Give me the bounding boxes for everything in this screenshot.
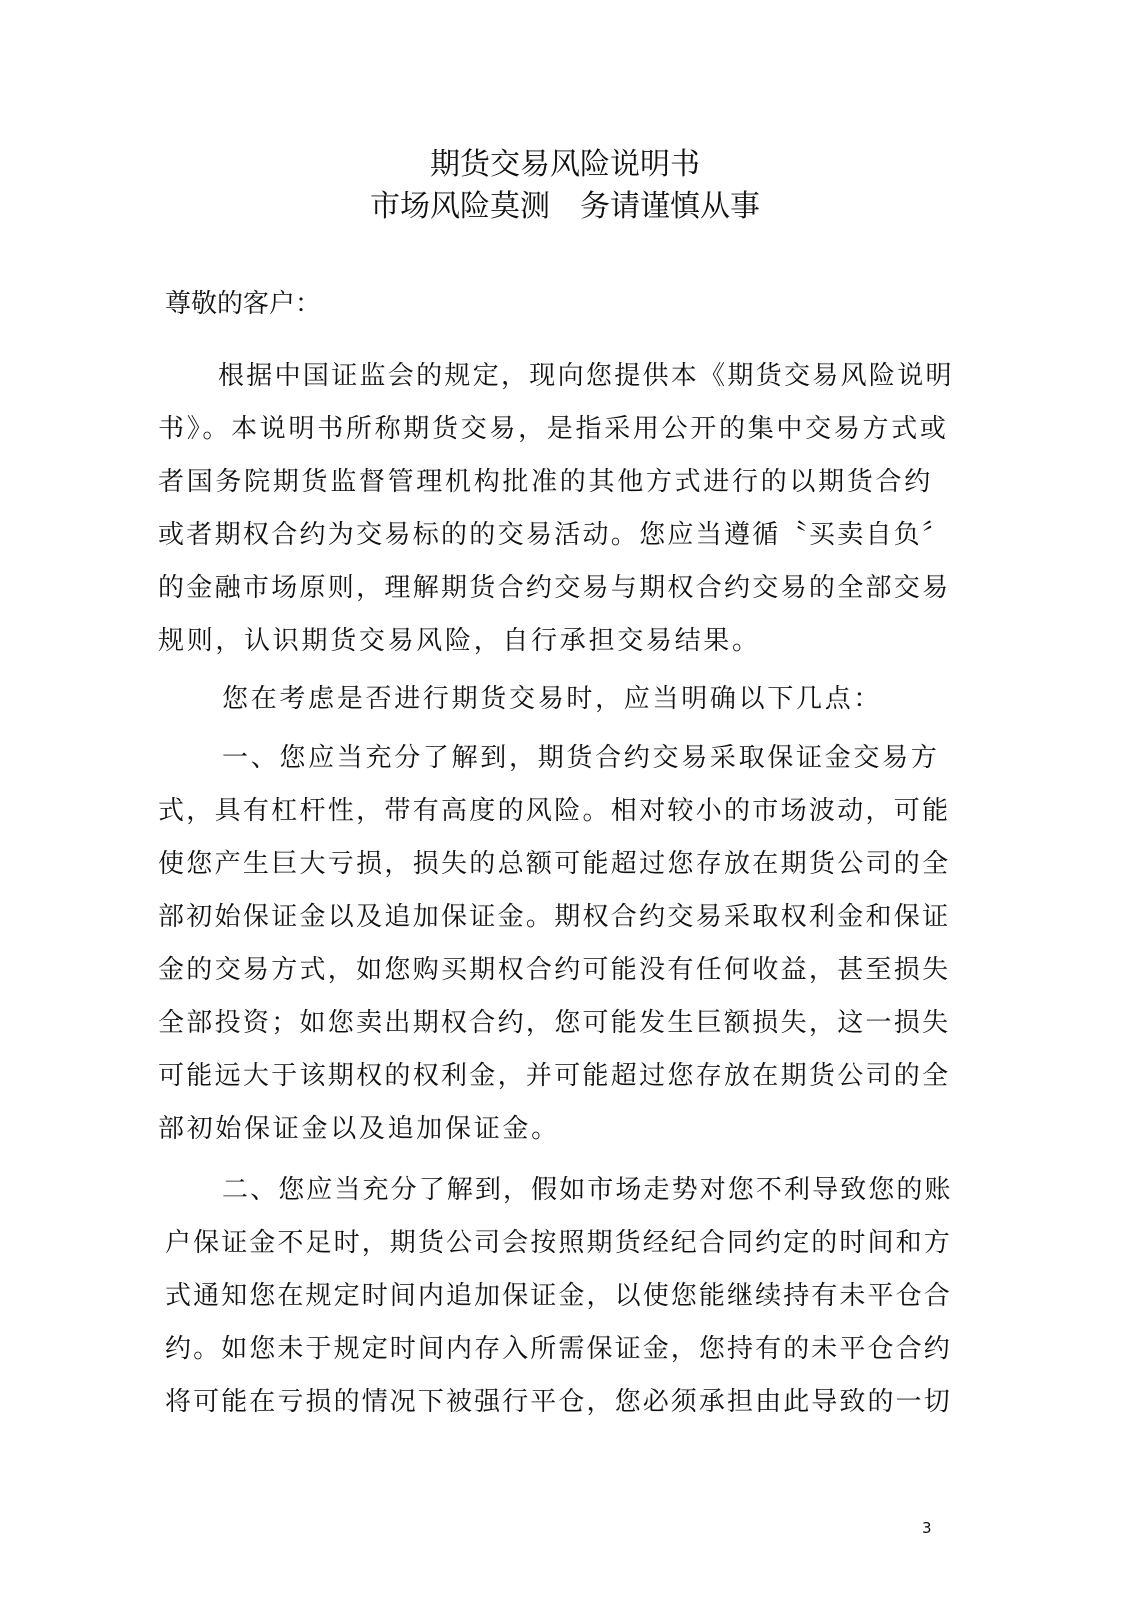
body-line: 者国务院期货监督管理机构批准的其他方式进行的以期货合约 bbox=[158, 467, 933, 497]
body-line: 的金融市场原则，理解期货合约交易与期权合约交易的全部交易 bbox=[158, 573, 951, 603]
body-line: 约。如您未于规定时间内存入所需保证金，您持有的未平仓合约 bbox=[165, 1334, 952, 1364]
body-line: 金的交易方式，如您购买期权合约可能没有任何收益，甚至损失 bbox=[158, 955, 951, 985]
body-line: 可能远大于该期权的权利金，并可能超过您存放在期货公司的全 bbox=[158, 1061, 951, 1091]
body-line: 一、您应当充分了解到，期货合约交易采取保证金交易方 bbox=[222, 743, 940, 773]
body-line: 式通知您在规定时间内追加保证金，以使您能继续持有未平仓合 bbox=[165, 1281, 952, 1311]
body-line: 部初始保证金以及追加保证金。期权合约交易采取权利金和保证 bbox=[158, 902, 951, 932]
body-line: 规则，认识期货交易风险，自行承担交易结果。 bbox=[158, 626, 761, 656]
body-line: 全部投资；如您卖出期权合约，您可能发生巨额损失，这一损失 bbox=[158, 1008, 951, 1038]
body-line: 您在考虑是否进行期货交易时，应当明确以下几点： bbox=[222, 684, 883, 714]
body-line: 书》。本说明书所称期货交易，是指采用公开的集中交易方式或 bbox=[158, 414, 949, 444]
document-subtitle: 市场风险莫测 务请谨慎从事 bbox=[370, 189, 760, 224]
document-title: 期货交易风险说明书 bbox=[430, 147, 700, 182]
body-line: 将可能在亏损的情况下被强行平仓，您必须承担由此导致的一切 bbox=[165, 1387, 952, 1417]
body-line: 或者期权合约为交易标的的交易活动。您应当遵循〝买卖自负〞 bbox=[158, 520, 951, 550]
body-line: 式，具有杠杆性，带有高度的风险。相对较小的市场波动，可能 bbox=[158, 796, 951, 826]
body-line: 二、您应当充分了解到，假如市场走势对您不利导致您的账 bbox=[222, 1175, 953, 1205]
body-line: 户保证金不足时，期货公司会按照期货经纪合同约定的时间和方 bbox=[165, 1228, 952, 1258]
page-number: 3 bbox=[922, 1519, 932, 1537]
body-line: 根据中国证监会的规定，现向您提供本《期货交易风险说明 bbox=[218, 361, 954, 391]
body-line: 部初始保证金以及追加保证金。 bbox=[158, 1114, 560, 1144]
body-line: 使您产生巨大亏损，损失的总额可能超过您存放在期货公司的全 bbox=[158, 849, 951, 879]
salutation: 尊敬的客户： bbox=[165, 289, 322, 319]
